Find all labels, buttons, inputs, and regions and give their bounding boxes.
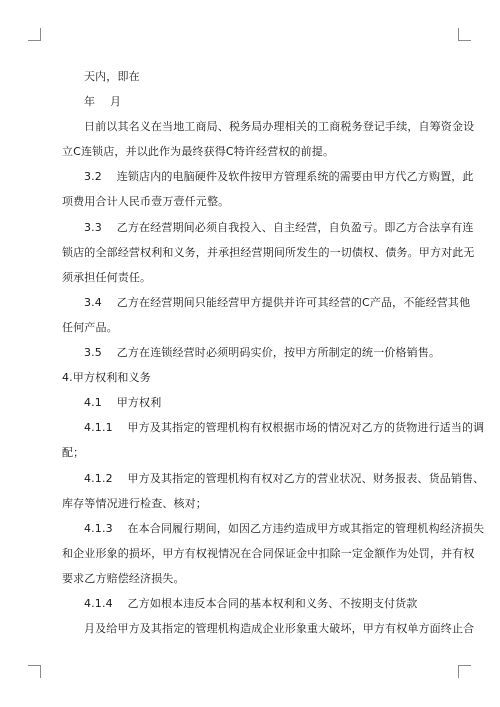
crop-mark-bottom-right <box>458 665 471 678</box>
crop-mark-top-right <box>458 28 471 41</box>
text-line: 3.3 乙方在经营期间必须自我投入、自主经营，自负盈亏。即乙方合法享有连 <box>84 220 474 234</box>
text-line: 日前以其名义在当地工商局、税务局办理相关的工商税务登记手续，自筹资金设 <box>84 120 475 134</box>
text-line: 立C连锁店，并以此作为最终获得C特许经营权的前提。 <box>62 145 335 159</box>
text-line: 4.1.2 甲方及其指定的管理机构有权对乙方的营业状况、财务报表、货品销售、 <box>84 471 485 485</box>
crop-mark-top-left <box>28 28 41 41</box>
text-line: 要求乙方赔偿经济损失。 <box>62 571 185 585</box>
text-line: 项费用合计人民币壹万壹仟元整。 <box>62 195 230 209</box>
text-line: 库存等情况进行检查、核对； <box>62 496 207 510</box>
text-line: 4.1.3 在本合同履行期间，如因乙方违约造成甲方或其指定的管理机构经济损失 <box>84 521 485 535</box>
text-line: 须承担任何责任。 <box>62 270 152 284</box>
subsection-heading: 4.1 甲方权利 <box>84 396 162 410</box>
text-line: 和企业形象的损坏，甲方有权视情况在合同保证金中扣除一定金额作为处罚，并有权 <box>62 546 475 560</box>
text-line: 3.2 连锁店内的电脑硬件及软件按甲方管理系统的需要由甲方代乙方购置，此 <box>84 170 474 184</box>
crop-mark-bottom-left <box>28 665 41 678</box>
text-line: 年 月 <box>84 95 122 109</box>
text-line: 任何产品。 <box>62 320 118 334</box>
text-line: 天内，即在 <box>84 70 140 83</box>
text-line: 3.5 乙方在连锁经营时必须明码实价，按甲方所制定的统一价格销售。 <box>84 346 441 360</box>
text-line: 4.1.4 乙方如根本违反本合同的基本权利和义务、不按期支付货款 <box>84 596 418 610</box>
text-line: 4.1.1 甲方及其指定的管理机构有权根据市场的情况对乙方的货物进行适当的调 <box>84 421 485 435</box>
text-line: 锁店的全部经营权利和义务，并承担经营期间所发生的一切债权、债务。甲方对此无 <box>62 245 475 259</box>
text-line: 月及给甲方及其指定的管理机构造成企业形象重大破坏，甲方有权单方面终止合 <box>84 622 475 636</box>
document-body <box>62 64 485 641</box>
text-line: 配； <box>62 446 85 460</box>
section-heading: 4.甲方权利和义务 <box>62 371 151 385</box>
text-line: 3.4 乙方在经营期间只能经营甲方提供并许可其经营的C产品，不能经营其他 <box>84 295 471 309</box>
